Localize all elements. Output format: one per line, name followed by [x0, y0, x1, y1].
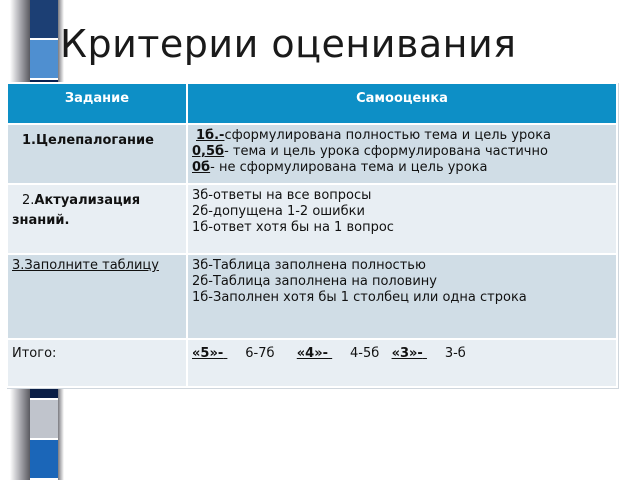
score-line: 2б-допущена 1-2 ошибки [192, 204, 365, 219]
grade-range: 6-7б [245, 346, 275, 361]
task-cell-2 [7, 184, 187, 254]
grade-range: 4-5б [350, 346, 380, 361]
score-label: 0,5б [192, 144, 225, 159]
task-cell-3 [7, 254, 187, 339]
score-line: 3б-ответы на все вопросы [192, 188, 372, 203]
grade-range: 3-б [444, 346, 466, 361]
task-cell-1 [7, 124, 187, 184]
task-name: 3.Заполните таблицу [12, 258, 159, 273]
table-row [7, 124, 617, 184]
stripe-block [30, 40, 58, 78]
self-cell-total [187, 339, 617, 387]
grade-underline-gap [223, 346, 245, 362]
self-cell-2 [187, 184, 617, 254]
task-name: Целепалогание [35, 133, 154, 148]
score-line: 3б-Таблица заполнена полностью [192, 258, 426, 273]
grade-mark: «3»- [391, 346, 423, 361]
task-cell-total [7, 339, 187, 387]
score-label: 0б [192, 160, 211, 175]
header-task: Задание [7, 83, 187, 124]
criteria-table [6, 82, 618, 388]
score-line: 1б-ответ хотя бы на 1 вопрос [192, 220, 394, 235]
grade-mark: «4»- [296, 346, 329, 361]
grade-underline-gap [423, 346, 437, 362]
task-number: 1. [22, 133, 36, 148]
score-line [192, 160, 612, 176]
header-self-assessment: Самооценка [187, 83, 617, 124]
score-text: сформулирована полностью тема и цель урока [224, 128, 552, 143]
stripe-block [30, 440, 58, 478]
table-row [7, 339, 617, 387]
score-line: 1б-Заполнен хотя бы 1 столбец или одна строка [192, 290, 527, 305]
score-line [192, 128, 612, 144]
task-number: 2. [22, 193, 35, 208]
total-label: Итого: [12, 346, 57, 361]
self-cell-1 [187, 124, 617, 184]
table-row [7, 254, 617, 339]
score-label: 1б.- [196, 128, 225, 143]
self-cell-3 [187, 254, 617, 339]
table-row [7, 184, 617, 254]
slide-title: Критерии оценивания [60, 22, 517, 66]
score-line [192, 144, 612, 160]
grade-mark: «5»- [192, 346, 224, 361]
stripe-block [30, 0, 58, 38]
table-header-row [7, 83, 617, 124]
stripe-block [30, 400, 58, 438]
grade-underline-gap [328, 346, 350, 362]
score-text: - тема и цель урока сформулирована частично [224, 144, 548, 159]
task-name: Актуализация знаний. [12, 193, 141, 228]
score-line: 2б-Таблица заполнена на половину [192, 274, 437, 289]
score-text: - не сформулирована тема и цель урока [210, 160, 488, 175]
